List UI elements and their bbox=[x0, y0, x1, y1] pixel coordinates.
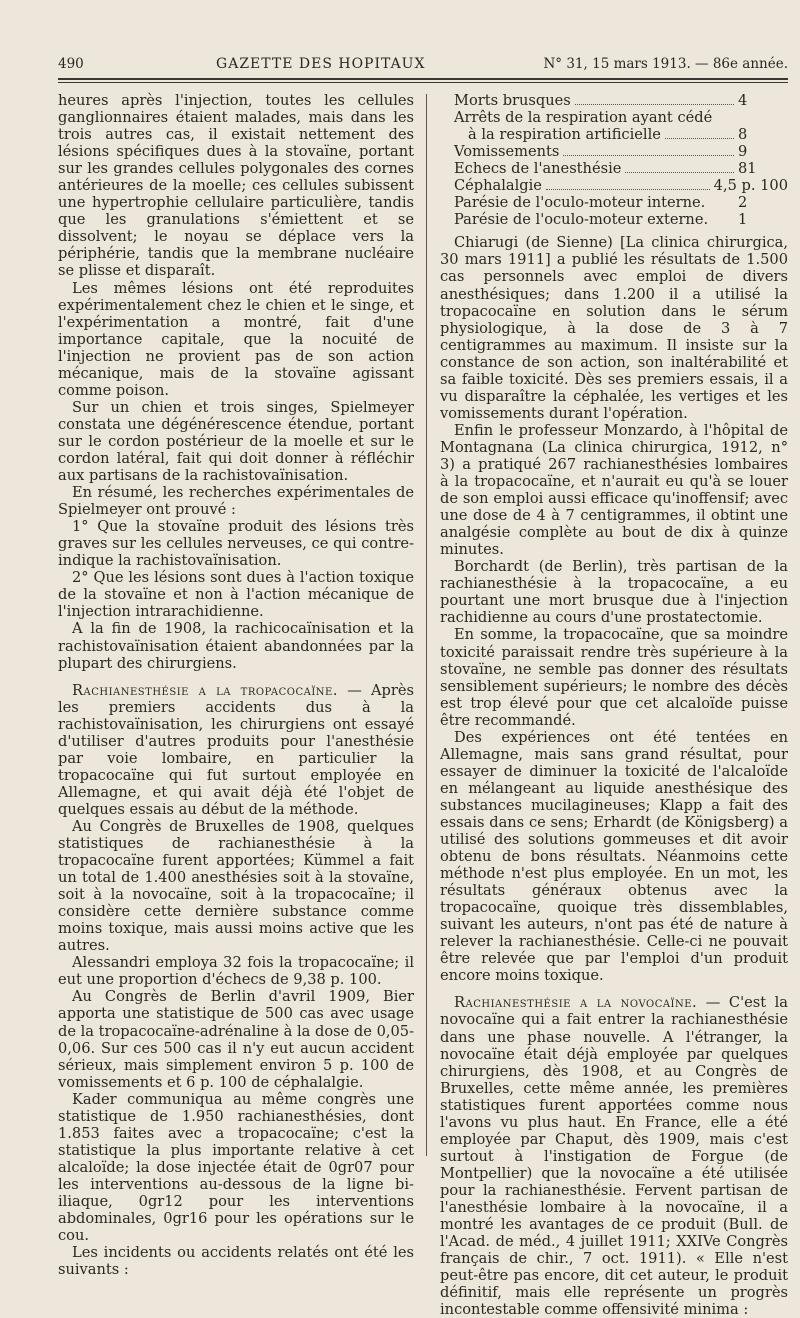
page-number: 490 bbox=[58, 56, 84, 72]
section-first-paragraph: Rachianesthésie a la novocaïne. — C'est la novocaïne qui a fait entrer la rachianesthésie dans une phase nouvelle. A l'étranger, la novocaïne était déjà employée par quelques chirurgiens, dès 1908, et au Congrès de Bruxelles, cette même année, les premières statistiques furent apportées comme nous l'avons vu plus haut. En France, elle a été employée par Chaput, dès 1909, mais c'est surtout à l'instigation de Forgue (de Montpellier) que la novocaïne a été utilisée pour la rachianesthésie. Fervent partisan de l'anesthésie lombaire à la novocaïne, il a montré les avantages de ce produit (Bull. de l'Acad. de méd., 4 juillet 1911; XXIVe Congrès français de chir., 7 oct. 1911). « Elle n'est peut-être pas encore, dit cet auteur, le produit définitif, mais elle représente un progrès incontestable comme offensivité minima : bbox=[440, 994, 788, 1318]
column-divider bbox=[426, 94, 427, 1156]
stat-row: Vomissements 9 bbox=[454, 143, 748, 161]
stat-row: Echecs de l'anesthésie 81 bbox=[454, 160, 757, 178]
paragraph: Borchardt (de Berlin), très partisan de la rachianesthésie à la tropacocaïne, a eu pourtant une mort brusque due à l'injection rachidienne au cours d'une prostatectomie. bbox=[440, 558, 788, 627]
left-column bbox=[58, 92, 414, 1278]
paragraph: 1° Que la stovaïne produit des lésions très graves sur les cellules nerveuses, ce qui contre-indique la rachistovaïnisation. bbox=[58, 518, 414, 570]
paragraph: Les incidents ou accidents relatés ont été les suivants : bbox=[58, 1244, 414, 1279]
paragraph: A la fin de 1908, la rachicocaïnisation et la rachistovaïnisation étaient abandonnées par la plupart des chirurgiens. bbox=[58, 620, 414, 672]
issue-info: N° 31, 15 mars 1913. — 86e année. bbox=[543, 56, 788, 72]
page-header bbox=[58, 50, 788, 72]
right-column bbox=[440, 92, 788, 1318]
paragraph: Chiarugi (de Sienne) [La clinica chirurgica, 30 mars 1911] a publié les résultats de 1.500 cas personnels avec emploi de divers anesthésiques; dans 1.200 il a utilisé la tropacocaïne en solution dans le sérum physiologique, à la dose de 3 à 7 centigrammes au maximum. Il insiste sur la constance de son action, son inaltérabilité et sa faible toxicité. Dès ses premiers essais, il a vu disparaître la céphalée, les vertiges et les vomissements durant l'opération. bbox=[440, 234, 788, 422]
section-first-paragraph: Rachianesthésie a la tropacocaïne. — Après les premiers accidents dus à la rachistovaïnisation, les chirurgiens ont essayé d'utiliser d'autres produits pour l'anesthésie par voie lombaire, en particulier la tropacocaïne qui fut surtout employée en Allemagne, et qui avait déjà été l'objet de quelques essais au début de la méthode. bbox=[58, 681, 414, 818]
journal-title: GAZETTE DES HOPITAUX bbox=[216, 56, 426, 72]
paragraph: 2° Que les lésions sont dues à l'action toxique de la stovaïne et non à l'action mécanique de l'injection intrarachidienne. bbox=[58, 569, 414, 621]
paragraph: Sur un chien et trois singes, Spielmeyer constata une dégénérescence étendue, portant sur le cordon postérieur de la moelle et sur le cordon latéral, fait qui doit donner à réfléchir aux partisans de la rachistovaïnisation. bbox=[58, 398, 414, 485]
paragraph: Enfin le professeur Monzardo, à l'hôpital de Montagnana (La clinica chirurgica, 1912, n° 3) a pratiqué 267 rachianesthésies lombaires à la tropacocaïne, et n'aurait eu qu'à se louer de son emploi aussi efficace qu'inoffensif; avec une dose de 4 à 7 centigrammes, il obtint une analgésie complète au bout de dix à quinze minutes. bbox=[440, 421, 788, 559]
stat-row: Morts brusques 4 bbox=[454, 92, 748, 109]
paragraph: Kader communiqua au même congrès une statistique de 1.950 rachianesthésies, dont 1.853 faites avec a tropacocaïne; c'est la statistique la plus importante relative à cet alcaloïde; la dose injectée était de 0gr07 pour les interventions au-dessous de la ligne bi-iliaque, 0gr12 pour les interventions abdominales, 0gr16 pour les opérations sur le cou. bbox=[58, 1090, 414, 1245]
stat-row: Parésie de l'oculo-moteur interne. 2 bbox=[454, 194, 748, 212]
header-rule-thin bbox=[58, 82, 788, 83]
paragraph: En résumé, les recherches expérimentales de Spielmeyer ont prouvé : bbox=[58, 484, 414, 519]
stat-row: Céphalalgie 4,5 p. 100 bbox=[454, 177, 788, 195]
paragraph: Au Congrès de Bruxelles de 1908, quelques statistiques de rachianesthésie à la tropacocaïne furent apportées; Kümmel a fait un total de 1.400 anesthésies soit à la stovaïne, soit à la novocaïne, soit à la tropacocaïne; il considère cette dernière substance comme moins toxique, mais aussi moins active que les autres. bbox=[58, 817, 414, 955]
header-rule bbox=[58, 78, 788, 80]
paragraph: heures après l'injection, toutes les cellules ganglionnaires étaient malades, mais dans les trois autres cas, il existait nettement des lésions spécifiques dues à la stovaïne, portant sur les grandes cellules polygonales des cornes antérieures de la moelle; ces cellules subissent une hypertrophie cellulaire particulière, tandis que les granulations s'émiettent et se dissolvent; le noyau se déplace vers la périphérie, tandis que la membrane nucléaire se plisse et disparaît. bbox=[58, 92, 414, 280]
incident-stats-list bbox=[440, 92, 788, 228]
paragraph: Alessandri employa 32 fois la tropacocaïne; il eut une proportion d'échecs de 9,38 p. 100. bbox=[58, 954, 414, 989]
paragraph: Au Congrès de Berlin d'avril 1909, Bier apporta une statistique de 500 cas avec usage de la tropacocaïne-adrénaline à la dose de 0,05-0,06. Sur ces 500 cas il n'y eut aucun accident sérieux, mais simplement environ 5 p. 100 de vomissements et 6 p. 100 de céphalalgie. bbox=[58, 988, 414, 1091]
stat-row: à la respiration artificielle 8 bbox=[468, 126, 748, 144]
section-heading: Rachianesthésie a la novocaïne. bbox=[454, 994, 698, 1012]
stat-row-label: Arrêts de la respiration ayant cédé bbox=[454, 109, 713, 127]
paragraph: Des expériences ont été tentées en Allemagne, mais sans grand résultat, pour essayer de diminuer la toxicité de l'alcaloïde en mélangeant au liquide anesthésique des substances mucilagineuses; Klapp a fait des essais dans ce sens; Erhardt (de Königsberg) a utilisé des solutions gommeuses et dit avoir obtenu de bons résultats. Néanmoins cette méthode n'est plus employée. En un mot, les résultats généraux obtenus avec la tropacocaïne, quoique très dissemblables, suivant les auteurs, n'ont pas été de nature à relever la rachianesthésie. Celle-ci ne pouvait être relevée que par l'emploi d'un produit encore moins toxique. bbox=[440, 728, 788, 985]
paragraph: En somme, la tropacocaïne, que sa moindre toxicité paraissait rendre très supérieure à la stovaïne, ne semble pas donner des résultats sensiblement supérieurs; le nombre des décès est trop élevé pour que cet alcaloïde puisse être recommandé. bbox=[440, 626, 788, 729]
paragraph: Les mêmes lésions ont été reproduites expérimentalement chez le chien et le singe, et l'expérimentation a montré, fait d'une importance capitale, que la nocuité de l'injection ne provient pas de son action mécanique, mais de la stovaïne agissant comme poison. bbox=[58, 279, 414, 399]
stat-row: Parésie de l'oculo-moteur externe. 1 bbox=[454, 211, 748, 229]
section-heading: Rachianesthésie a la tropacocaïne. bbox=[72, 681, 338, 699]
